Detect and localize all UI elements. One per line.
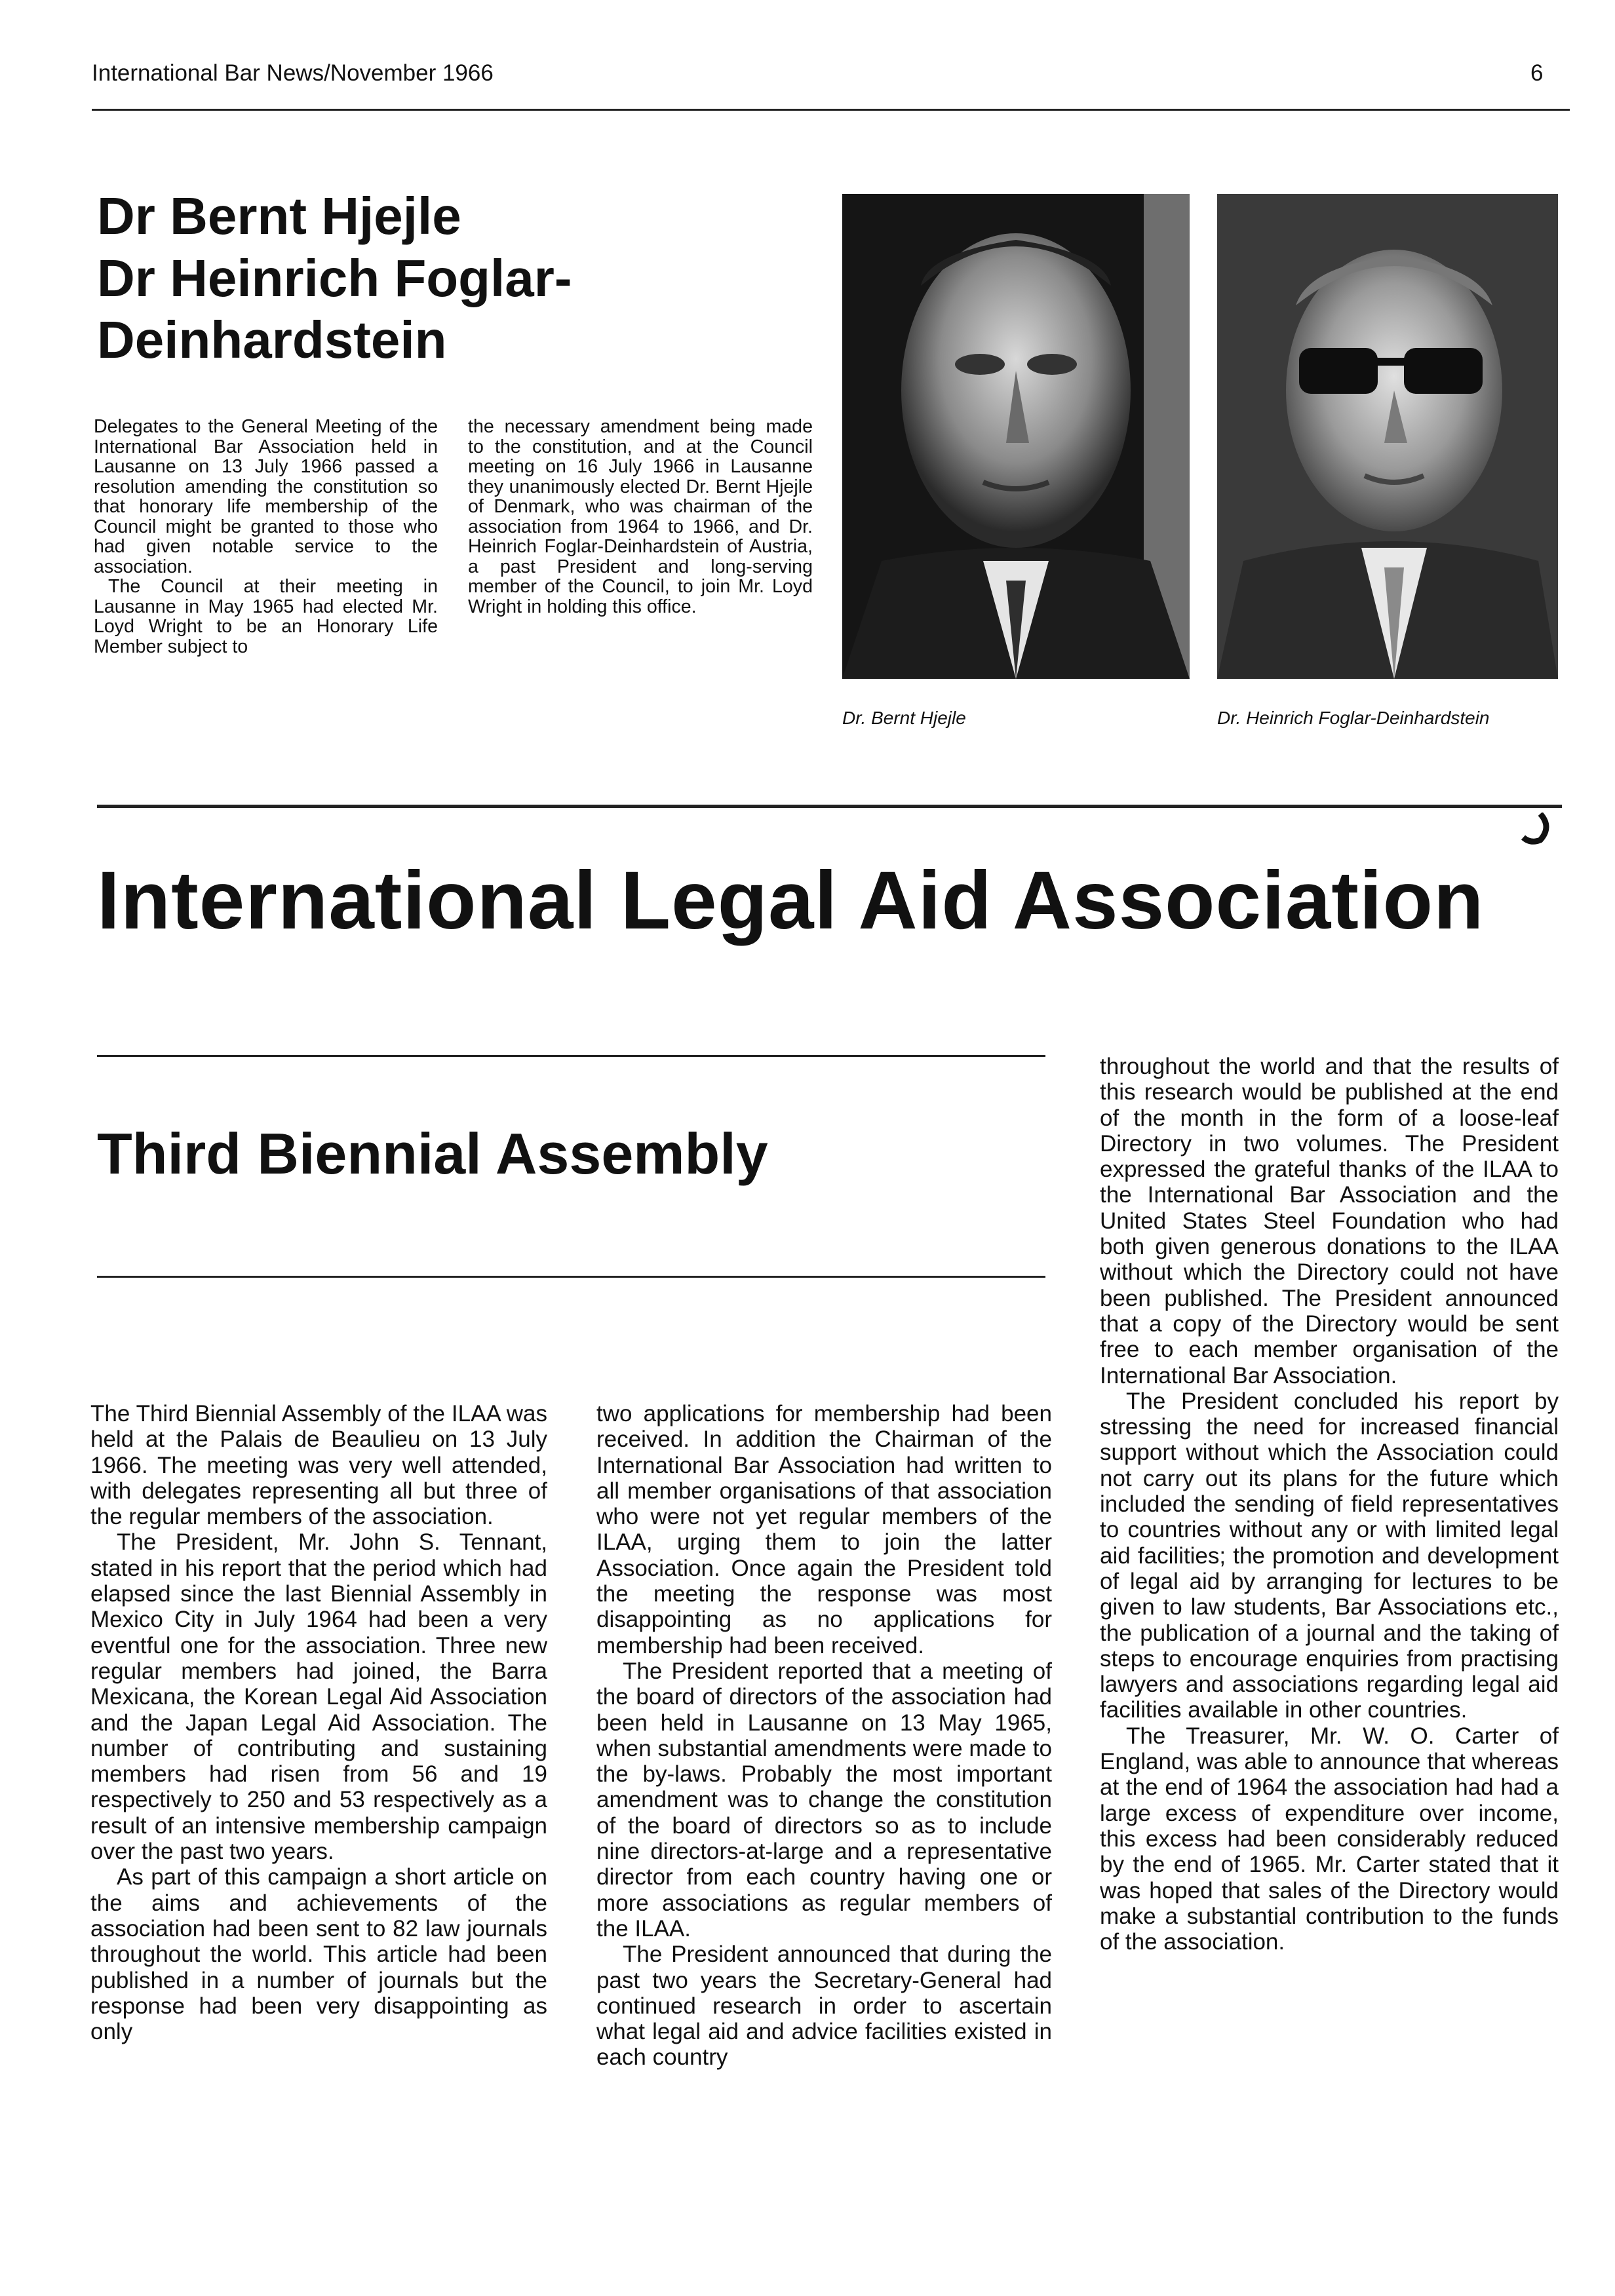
portrait-heinrich-graphic <box>1217 194 1558 679</box>
ilaa-col3-paragraph-3: The Treasurer, Mr. W. O. Carter of England, was able to announce that whereas at the end of 1964 the association had had a large excess of expenditure over income, this excess had been considerably reduced by the end of 1965. Mr. Carter stated that it was hoped that sales of the Directory would make a substantial contribution to the funds of the association. <box>1100 1723 1559 1955</box>
ilaa-column-2 <box>596 1401 1052 2071</box>
ilaa-col3-paragraph-2: The President concluded his report by stressing the need for increased financial support without which the Association could not carry out its plans for the future which included the sending of field representatives to countries without any or with limited legal aid facilities; the promotion and development of legal aid by arranging for lectures to be given to law students, Bar Associations etc., the publication of a journal and the taking of steps to encourage enquiries from practising lawyers and associations regarding legal aid facilities available in other countries. <box>1100 1388 1559 1723</box>
ilaa-title: International Legal Aid Association <box>97 855 1485 946</box>
header-rule <box>92 109 1570 111</box>
honorary-title-line1: Dr Bernt Hjejle <box>97 187 461 245</box>
honorary-col1-paragraph-2: The Council at their meeting in Lausanne in May 1965 had elected Mr. Loyd Wright to be an Honorary Life Member subject to <box>94 576 438 657</box>
page-number: 6 <box>1530 60 1544 86</box>
honorary-column-2 <box>468 417 813 617</box>
portrait-heinrich-foglar-deinhardstein <box>1217 194 1558 679</box>
subtitle-rule-top <box>97 1055 1045 1057</box>
portrait-bernt-hjejle-graphic <box>842 194 1190 679</box>
ilaa-col1-paragraph-1: The Third Biennial Assembly of the ILAA was held at the Palais de Beaulieu on 13 July 1966. The meeting was very well attended, with delegates representing all but three of the regular members of the association. <box>90 1401 547 1530</box>
ilaa-subtitle: Third Biennial Assembly <box>97 1121 768 1186</box>
ilaa-column-1 <box>90 1401 547 2044</box>
publication-header: International Bar News/November 1966 <box>92 60 494 86</box>
corner-mark-graphic <box>1521 813 1553 845</box>
honorary-col1-paragraph-1: Delegates to the General Meeting of the International Bar Association held in Lausanne on 13 July 1966 passed a resolution amending the constitution so that honorary life membership of the Council might be granted to those who had given notable service to the association. <box>94 416 438 577</box>
subtitle-rule-bottom <box>97 1276 1045 1278</box>
honorary-title-line2: Dr Heinrich Foglar- Deinhardstein <box>97 249 572 369</box>
section-rule <box>97 805 1562 808</box>
ilaa-col2-paragraph-2: The President reported that a meeting of the board of directors of the association had been held in Lausanne on 13 May 1965, when substantial amendments were made to the by-laws. Probably the most important amendment was to change the constitution of the board of directors so as to include nine directors-at-large and a representative director from each country having one or more associations as regular members of the ILAA. <box>596 1658 1052 1942</box>
ilaa-column-3 <box>1100 1054 1559 1955</box>
honorary-column-1 <box>94 417 438 657</box>
ilaa-col1-paragraph-2: The President, Mr. John S. Tennant, stated in his report that the period which had elapsed since the last Biennial Assembly in Mexico City in July 1964 had been a very eventful one for the association. Three new regular members had joined, the Barra Mexicana, the Korean Legal Aid Association and the Japan Legal Aid Association. The number of contributing and sustaining members had risen from 56 and 19 respectively to 250 and 53 respectively as a result of an intensive membership campaign over the past two years. <box>90 1529 547 1865</box>
ilaa-col2-paragraph-1: two applications for membership had been received. In addition the Chairman of the International Bar Association had written to all member organisations of that association who were not yet regular members of the ILAA, urging them to join the latter Association. Once again the President told the meeting the response was most disappointing as no applications for membership had been received. <box>596 1401 1052 1658</box>
ilaa-col2-paragraph-3: The President announced that during the past two years the Secretary-General had continued research in order to ascertain what legal aid and advice facilities existed in each country <box>596 1942 1052 2071</box>
ilaa-col1-paragraph-3: As part of this campaign a short article on the aims and achievements of the association had been sent to 82 law journals throughout the world. This article had been published in a number of journals but the response had been very disappointing as only <box>90 1864 547 2045</box>
caption-bernt-hjejle: Dr. Bernt Hjejle <box>842 708 966 728</box>
honorary-col2-paragraph-1: the necessary amendment being made to the constitution, and at the Council meeting on 16 July 1966 in Lausanne they unanimously elected Dr. Bernt Hjejle of Denmark, who was chairman of the association from 1964 to 1966, and Dr. Heinrich Foglar-Deinhardstein of Austria, a past President and long-serving member of the Council, to join Mr. Loyd Wright in holding this office. <box>468 416 813 617</box>
caption-heinrich-foglar-deinhardstein: Dr. Heinrich Foglar-Deinhardstein <box>1217 708 1490 728</box>
corner-mark <box>1521 813 1553 845</box>
ilaa-col3-paragraph-1: throughout the world and that the results of this research would be published at the end of the month in the form of a loose-leaf Directory in two volumes. The President expressed the grateful thanks of the ILAA to the International Bar Association and the United States Steel Foundation who had both given generous donations to the ILAA without which the Directory could not have been published. The President announced that a copy of the Directory would be sent free to each member organisation of the International Bar Association. <box>1100 1054 1559 1388</box>
portrait-bernt-hjejle <box>842 194 1190 679</box>
